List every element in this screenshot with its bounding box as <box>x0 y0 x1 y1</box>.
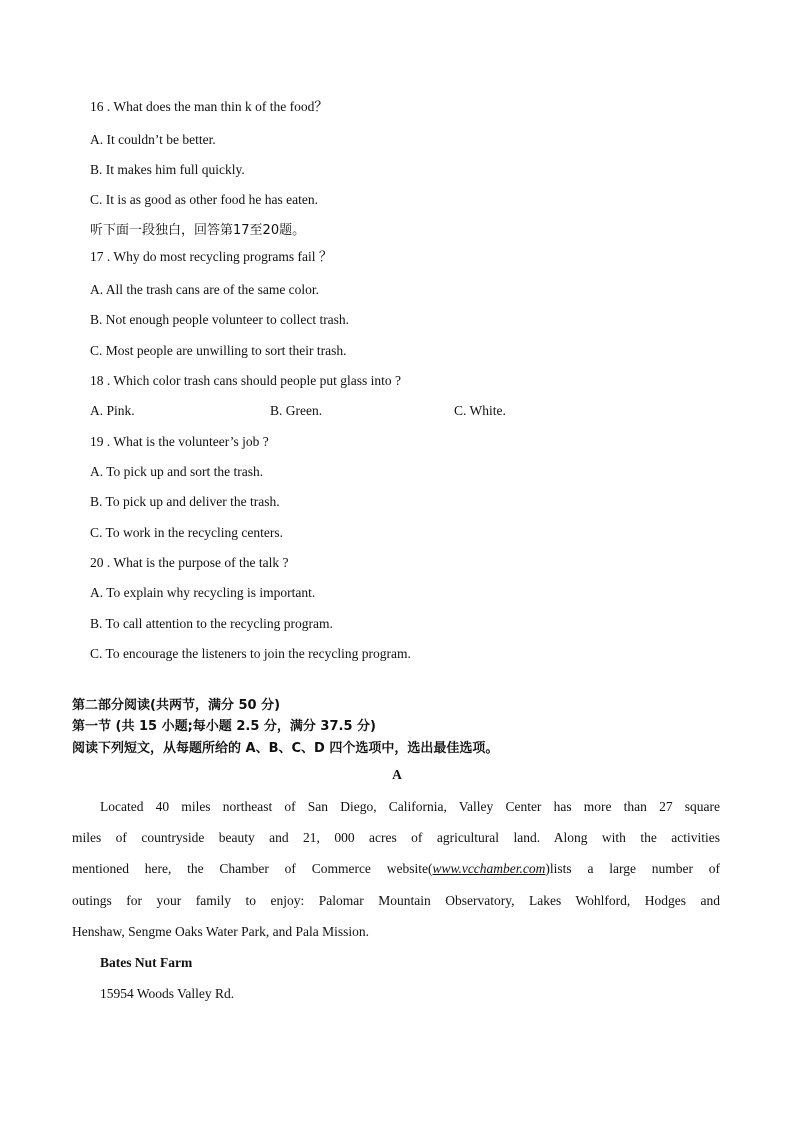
passage-label: A <box>392 767 402 782</box>
option-20a: A. To explain why recycling is important. <box>90 585 316 600</box>
paragraph-line-5: Henshaw, Sengme Oaks Water Park, and Pala Mission. <box>72 924 369 939</box>
monologue-instruction: 听下面一段独白，回答第17至20题。 <box>90 223 306 238</box>
option-16a: A. It couldn’t be better. <box>90 132 216 147</box>
question-16: 16 . What does the man thin k of the food？ <box>90 99 328 114</box>
option-19a: A. To pick up and sort the trash. <box>90 464 264 479</box>
option-18b: B. Green. <box>270 403 323 418</box>
question-19: 19 . What is the volunteer’s job ? <box>90 434 269 449</box>
option-20c: C. To encourage the listeners to join the recycling program. <box>90 646 411 661</box>
option-20b: B. To call attention to the recycling program. <box>90 616 333 631</box>
website-link[interactable]: www.vcchamber.com <box>432 861 546 876</box>
paragraph-line-3 <box>72 860 720 878</box>
place-name: Bates Nut Farm <box>100 955 193 970</box>
paragraph-line-3-start: mentioned here, the Chamber of Commerce website( <box>72 861 433 876</box>
paragraph-line-2: miles of countryside beauty and 21, 000 acres of agricultural land. Along with the activities <box>72 830 720 845</box>
paragraph-line-4: outings for your family to enjoy: Palomar Mountain Observatory, Lakes Wohlford, Hodges and <box>72 893 720 908</box>
reading-instruction: 阅读下列短文，从每题所给的 A、B、C、D 四个选项中，选出最佳选项。 <box>72 741 499 756</box>
place-address: 15954 Woods Valley Rd. <box>100 986 235 1001</box>
option-16c: C. It is as good as other food he has eaten. <box>90 192 318 207</box>
option-19c: C. To work in the recycling centers. <box>90 525 284 540</box>
option-16b: B. It makes him full quickly. <box>90 162 245 177</box>
part-heading: 第二部分阅读(共两节，满分 50 分) <box>72 698 281 713</box>
paragraph-line-3-end: )lists a large number of <box>545 861 720 876</box>
question-18: 18 . Which color trash cans should people put glass into ? <box>90 373 401 388</box>
question-20: 20 . What is the purpose of the talk ? <box>90 555 289 570</box>
section-heading: 第一节 (共 15 小题;每小题 2.5 分，满分 37.5 分) <box>72 719 376 734</box>
option-18a: A. Pink. <box>90 403 135 418</box>
option-17b: B. Not enough people volunteer to collect trash. <box>90 312 350 327</box>
option-17c: C. Most people are unwilling to sort their trash. <box>90 343 347 358</box>
option-19b: B. To pick up and deliver the trash. <box>90 494 280 509</box>
paragraph-line-1: Located 40 miles northeast of San Diego, California, Valley Center has more than 27 square <box>100 799 720 814</box>
option-18c: C. White. <box>454 403 506 418</box>
question-17: 17 . Why do most recycling programs fail ？ <box>90 249 333 264</box>
option-17a: A. All the trash cans are of the same color. <box>90 282 320 297</box>
